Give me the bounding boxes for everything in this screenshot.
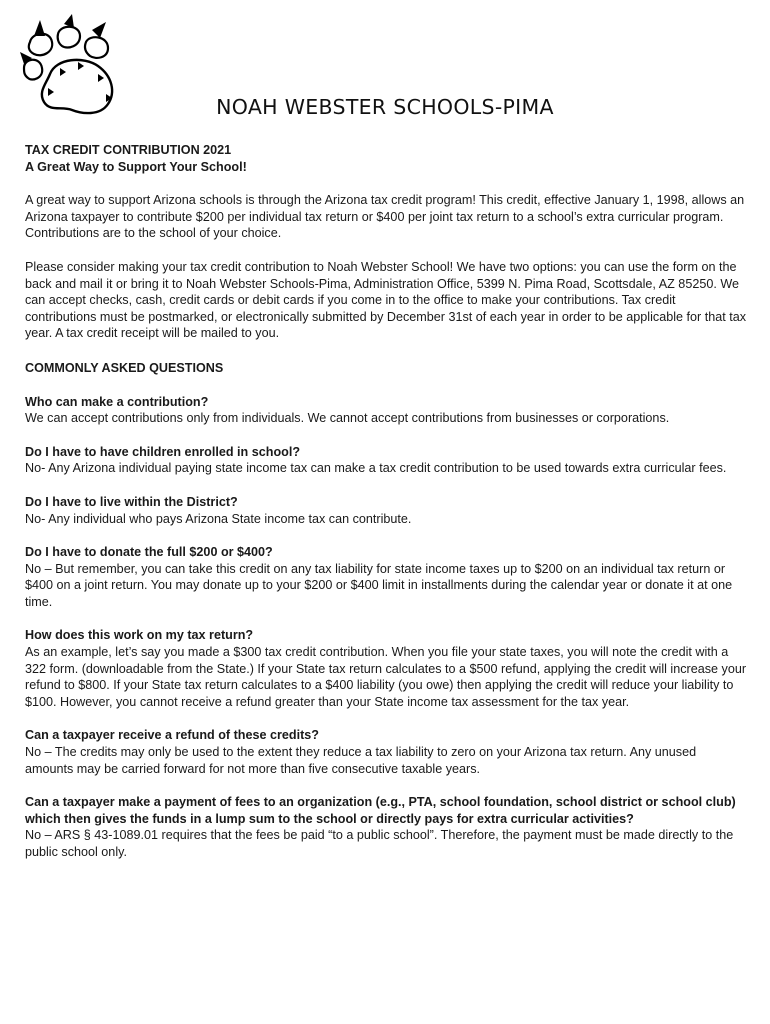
faq-question: Do I have to have children enrolled in school? — [25, 444, 301, 459]
faq-answer: No – ARS § 43-1089.01 requires that the fees be paid “to a public school”. Therefore, the payment must be made directly to the public school only. — [25, 828, 734, 859]
faq-question: Who can make a contribution? — [25, 394, 209, 409]
intro-paragraph-1: A great way to support Arizona schools is through the Arizona tax credit program! This credit, effective January 1, 1998, allows an Arizona taxpayer to contribute $200 per individual tax return or $400 per joint tax return to a school’s extra curricular program. Contributions are to the school of your choice. — [25, 193, 745, 241]
faq-question: Can a taxpayer make a payment of fees to an organization (e.g., PTA, school foundation, school district or school club) which then gives the funds in a lump sum to the school or directly pays for extra curricular activities? — [25, 795, 736, 826]
faq-answer: We can accept contributions only from individuals. We cannot accept contributions from businesses or corporations. — [25, 411, 670, 426]
faq-item — [25, 394, 747, 427]
faq-answer: No – But remember, you can take this credit on any tax liability for state income taxes up to $200 on an individual tax return or $400 on a joint return. You may donate up to your $200 or $400 limit in installments during the calendar year or donate it at one time. — [25, 561, 733, 609]
faq-item — [25, 544, 747, 610]
faq-item — [25, 627, 747, 710]
faq-item — [25, 727, 747, 777]
faq-heading: COMMONLY ASKED QUESTIONS — [25, 360, 224, 375]
section-heading: TAX CREDIT CONTRIBUTION 2021 — [25, 143, 232, 157]
faq-answer: As an example, let’s say you made a $300 tax credit contribution. When you file your state taxes, you will note the credit with a 322 form. (downloadable from the State.) If your State tax return calculates to a $500 refund, applying the credit will increase your refund to $800. If your State tax return calculates to a $400 liability (you owe) then applying the credit will reduce your liability to $100. However, you cannot receive a refund greater than your State income tax assessment for the tax year. — [25, 645, 747, 709]
faq-question: How does this work on my tax return? — [25, 628, 254, 643]
section-subheading: A Great Way to Support Your School! — [25, 159, 247, 174]
faq-item — [25, 444, 747, 477]
faq-answer: No – The credits may only be used to the extent they reduce a tax liability to zero on your Arizona tax return. Any unused amounts may be carried forward for not more than five consecutive taxable years. — [25, 745, 697, 776]
document-body — [25, 142, 747, 861]
faq-answer: No- Any individual who pays Arizona State income tax can contribute. — [25, 511, 412, 526]
faq-answer: No- Any Arizona individual paying state income tax can make a tax credit contribution to be used towards extra curricular fees. — [25, 461, 727, 476]
page-title: NOAH WEBSTER SCHOOLS-PIMA — [216, 95, 554, 119]
faq-item — [25, 794, 747, 860]
faq-question: Do I have to live within the District? — [25, 494, 238, 509]
faq-question: Do I have to donate the full $200 or $400? — [25, 545, 273, 560]
faq-item — [25, 494, 747, 527]
intro-paragraph-2: Please consider making your tax credit contribution to Noah Webster School! We have two options: you can use the form on the back and mail it or bring it to Noah Webster Schools-Pima, Administration Office, 5399 N. Pima Road, Scottsdale, AZ 85250. We can accept checks, cash, credit cards or debit cards if you come in to the office to make your contributions. Tax credit contributions must be postmarked, or electronically submitted by December 31st of each year in order to be applicable for that tax year. A tax credit receipt will be mailed to you. — [25, 259, 747, 341]
faq-question: Can a taxpayer receive a refund of these credits? — [25, 728, 319, 743]
